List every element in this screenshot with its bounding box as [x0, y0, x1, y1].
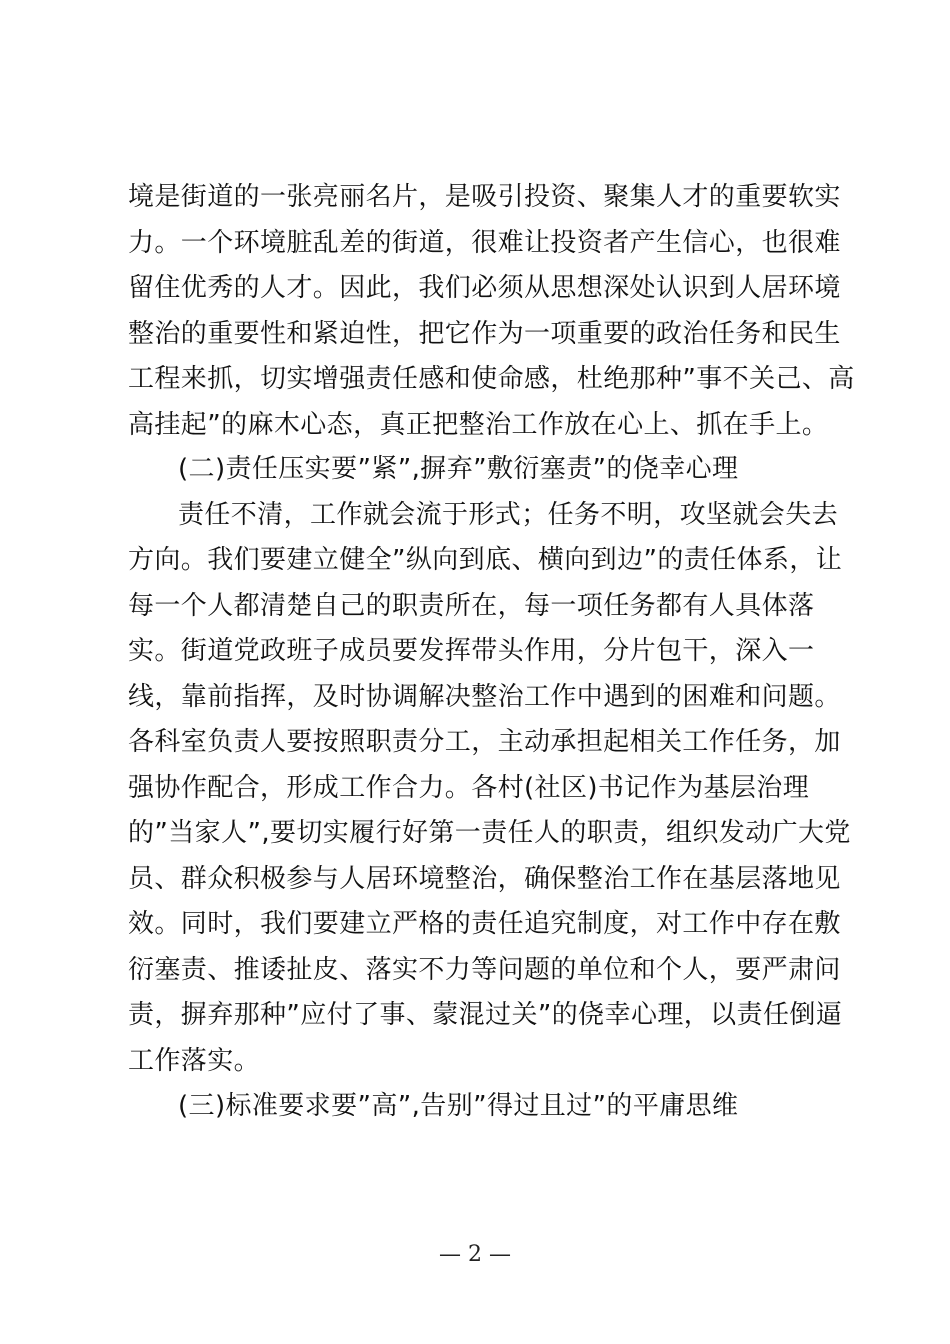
paragraph-line: 衍塞责、推诿扯皮、落实不力等问题的单位和个人，要严肃问 — [128, 955, 841, 985]
paragraph-line: 工作落实。 — [128, 1046, 261, 1076]
paragraph-line: 实。街道党政班子成员要发挥带头作用，分片包干，深入一 — [128, 636, 815, 666]
paragraph-line: 每一个人都清楚自己的职责所在，每一项任务都有人具体落 — [128, 591, 815, 621]
paragraph-line: 力。一个环境脏乱差的街道，很难让投资者产生信心，也很难 — [128, 228, 841, 258]
paragraph-line: 各科室负责人要按照职责分工，主动承担起相关工作任务，加 — [128, 727, 841, 757]
paragraph-line: 责任不清，工作就会流于形式；任务不明，攻坚就会失去 — [178, 500, 839, 530]
paragraph-line: 留住优秀的人才。因此，我们必须从思想深处认识到人居环境 — [128, 273, 841, 303]
page-number: — 2 — — [439, 1242, 511, 1267]
paragraph-line: 境是街道的一张亮丽名片，是吸引投资、聚集人才的重要软实 — [128, 182, 841, 212]
paragraph-line: 整治的重要性和紧迫性，把它作为一项重要的政治任务和民生 — [128, 319, 841, 349]
paragraph-line: 高挂起”的麻木心态，真正把整治工作放在心上、抓在手上。 — [128, 410, 829, 440]
section-heading: (二)责任压实要”紧”,摒弃”敷衍塞责”的侥幸心理 — [178, 454, 739, 484]
paragraph-line: 工程来抓，切实增强责任感和使命感，杜绝那种”事不关己、高 — [128, 364, 855, 394]
paragraph-line: 效。同时，我们要建立严格的责任追究制度，对工作中存在敷 — [128, 909, 841, 939]
paragraph-line: 员、群众积极参与人居环境整治，确保整治工作在基层落地见 — [128, 864, 841, 894]
section-heading: (三)标准要求要”高”,告别”得过且过”的平庸思维 — [178, 1091, 739, 1121]
paragraph-line: 方向。我们要建立健全”纵向到底、横向到边”的责任体系，让 — [128, 545, 843, 575]
paragraph-line: 的”当家人”,要切实履行好第一责任人的职责，组织发动广大党 — [128, 818, 851, 848]
paragraph-line: 强协作配合，形成工作合力。各村(社区)书记作为基层治理 — [128, 773, 810, 803]
paragraph-line: 线，靠前指挥，及时协调解决整治工作中遇到的困难和问题。 — [128, 682, 841, 712]
paragraph-line: 责，摒弃那种”应付了事、蒙混过关”的侥幸心理，以责任倒逼 — [128, 1000, 843, 1030]
